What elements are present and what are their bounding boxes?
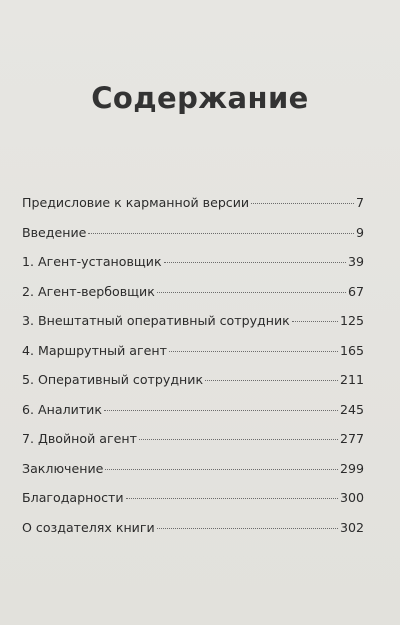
dot-leader: [139, 439, 338, 440]
dot-leader: [169, 351, 338, 352]
toc-entry: [22, 454, 364, 484]
toc-entry-title: Предисловие к карманной версии: [22, 195, 250, 210]
toc-entry: [22, 247, 364, 277]
toc-entry: [22, 188, 364, 218]
toc-page-number: 302: [339, 519, 364, 535]
dot-leader: [104, 410, 338, 411]
toc-entry: [22, 365, 364, 395]
toc-entry-title: 6. Аналитик: [22, 401, 102, 417]
toc-page-number: 165: [339, 342, 364, 358]
toc-entry: [22, 218, 364, 248]
toc-page-number: 7: [355, 195, 364, 210]
toc-entry-title: О создателях книги: [22, 519, 155, 535]
toc-entry-title: Заключение: [22, 460, 104, 476]
toc-entry: [22, 306, 364, 336]
dot-leader: [88, 233, 354, 234]
toc-entry: [22, 513, 364, 543]
dot-leader: [164, 262, 346, 263]
toc-entry-title: 4. Маршрутный агент: [22, 342, 167, 358]
dot-leader: [251, 203, 354, 204]
toc-page-number: 299: [339, 460, 364, 476]
toc-entry-title: 1. Агент-установщик: [22, 254, 162, 269]
dot-leader: [105, 469, 338, 470]
toc-page-number: 9: [355, 224, 364, 240]
toc-entry-title: 5. Оперативный сотрудник: [22, 372, 204, 387]
dot-leader: [292, 321, 338, 322]
toc-entry: [22, 336, 364, 366]
toc-page-number: 67: [347, 283, 364, 299]
toc-entry-title: 3. Внештатный оперативный сотрудник: [22, 313, 290, 328]
toc-entry: [22, 424, 364, 454]
toc-page-number: 300: [339, 490, 364, 505]
dot-leader: [205, 380, 338, 381]
toc-entry: [22, 277, 364, 307]
page-title: Содержание: [91, 81, 309, 116]
dot-leader: [157, 528, 338, 529]
dot-leader: [126, 498, 338, 499]
toc-page-number: 125: [339, 313, 364, 328]
toc-page-number: 211: [339, 372, 364, 387]
toc-entry-title: 2. Агент-вербовщик: [22, 283, 155, 299]
toc-entry: [22, 483, 364, 513]
toc-page-number: 277: [339, 431, 364, 446]
toc-entry-title: Введение: [22, 224, 87, 240]
dot-leader: [157, 292, 346, 293]
toc-entry-title: Благодарности: [22, 490, 124, 505]
toc-page-number: 245: [339, 401, 364, 417]
toc-entry: [22, 395, 364, 425]
toc-entry-title: 7. Двойной агент: [22, 431, 137, 446]
table-of-contents: [22, 188, 364, 542]
toc-page-number: 39: [347, 254, 364, 269]
